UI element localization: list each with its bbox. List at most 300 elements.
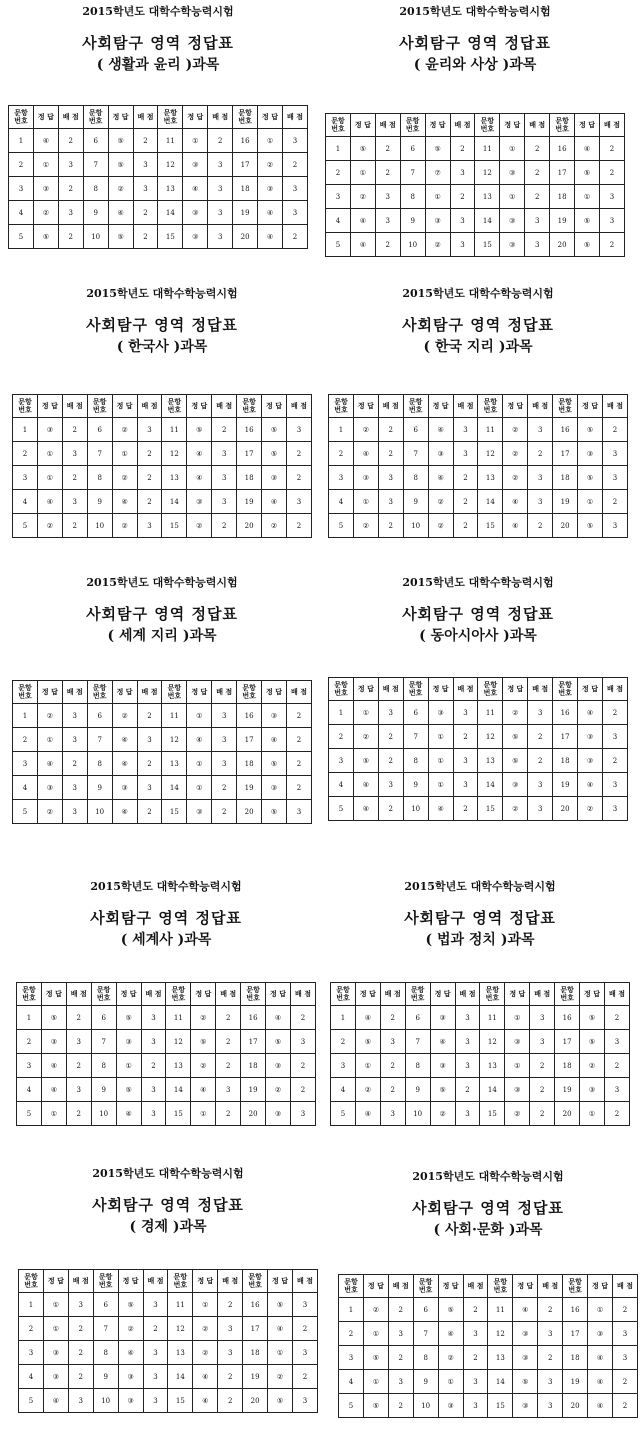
points-cell: 3 bbox=[208, 153, 233, 177]
question-number: 11 bbox=[480, 1006, 505, 1030]
column-header: 정 답 bbox=[428, 678, 453, 701]
points-cell: 2 bbox=[530, 1102, 555, 1126]
question-number: 4 bbox=[19, 1365, 44, 1389]
table-row bbox=[19, 1389, 318, 1413]
table-row bbox=[17, 1054, 316, 1078]
points-cell: 2 bbox=[525, 161, 550, 185]
points-cell: 2 bbox=[450, 137, 475, 161]
answer-cell: ② bbox=[266, 1078, 291, 1102]
question-number: 10 bbox=[91, 1102, 116, 1126]
question-number: 2 bbox=[329, 442, 354, 466]
question-number: 9 bbox=[413, 1370, 438, 1394]
question-number: 12 bbox=[480, 1030, 505, 1054]
question-number: 9 bbox=[405, 1078, 430, 1102]
points-cell: 3 bbox=[455, 1054, 480, 1078]
column-header: 배 점 bbox=[525, 114, 550, 137]
points-cell: 2 bbox=[212, 418, 237, 442]
answer-cell: ② bbox=[33, 201, 58, 225]
points-cell: 3 bbox=[218, 1341, 243, 1365]
answer-cell: ① bbox=[575, 185, 600, 209]
question-number: 13 bbox=[488, 1346, 513, 1370]
column-header: 정 답 bbox=[187, 395, 212, 418]
question-number: 8 bbox=[403, 466, 428, 490]
answer-cell: ② bbox=[580, 1054, 605, 1078]
question-number: 19 bbox=[241, 1078, 266, 1102]
question-number: 3 bbox=[13, 466, 38, 490]
points-cell: 3 bbox=[282, 129, 307, 153]
answer-cell: ② bbox=[191, 1054, 216, 1078]
points-cell: 3 bbox=[378, 490, 403, 514]
question-number: 3 bbox=[331, 1054, 356, 1078]
question-number: 13 bbox=[480, 1054, 505, 1078]
points-cell: 2 bbox=[137, 442, 162, 466]
column-header: 배 점 bbox=[455, 983, 480, 1006]
question-number: 4 bbox=[331, 1078, 356, 1102]
table-row bbox=[13, 800, 312, 824]
answer-cell: ② bbox=[363, 1298, 388, 1322]
answer-cell: ③ bbox=[183, 153, 208, 177]
question-number: 2 bbox=[331, 1030, 356, 1054]
answer-cell: ④ bbox=[588, 1346, 613, 1370]
points-cell: 2 bbox=[216, 1006, 241, 1030]
table-row bbox=[329, 701, 628, 725]
points-cell: 2 bbox=[286, 752, 311, 776]
question-number: 10 bbox=[400, 233, 425, 257]
column-header: 배 점 bbox=[388, 1275, 413, 1298]
answer-cell: ④ bbox=[503, 490, 528, 514]
points-cell: 2 bbox=[66, 1102, 91, 1126]
exam-title: 2015학년도 대학수학능력시험 bbox=[82, 5, 234, 18]
points-cell: 2 bbox=[286, 776, 311, 800]
question-number: 9 bbox=[400, 209, 425, 233]
question-number: 15 bbox=[158, 225, 183, 249]
answer-cell: ⑤ bbox=[266, 1030, 291, 1054]
table-row bbox=[17, 1030, 316, 1054]
points-cell: 3 bbox=[450, 233, 475, 257]
column-header: 정 답 bbox=[578, 678, 603, 701]
answer-cell: ④ bbox=[578, 701, 603, 725]
points-cell: 3 bbox=[62, 800, 87, 824]
points-cell: 3 bbox=[62, 776, 87, 800]
answer-cell: ① bbox=[353, 490, 378, 514]
column-header: 문항 번호 bbox=[168, 1270, 193, 1293]
question-number: 5 bbox=[19, 1389, 44, 1413]
question-number: 4 bbox=[329, 490, 354, 514]
points-cell: 3 bbox=[208, 177, 233, 201]
answer-cell: ① bbox=[438, 1370, 463, 1394]
answer-cell: ① bbox=[363, 1370, 388, 1394]
points-cell: 3 bbox=[378, 466, 403, 490]
table-row bbox=[13, 466, 312, 490]
answer-cell: ② bbox=[353, 418, 378, 442]
question-number: 1 bbox=[9, 129, 34, 153]
points-cell: 2 bbox=[137, 752, 162, 776]
answer-cell: ① bbox=[580, 1102, 605, 1126]
points-cell: 2 bbox=[58, 225, 83, 249]
answer-cell: ④ bbox=[187, 466, 212, 490]
question-number: 10 bbox=[403, 514, 428, 538]
question-number: 1 bbox=[13, 418, 38, 442]
question-number: 5 bbox=[326, 233, 351, 257]
question-number: 20 bbox=[553, 514, 578, 538]
answer-cell: ① bbox=[350, 161, 375, 185]
column-header: 정 답 bbox=[578, 395, 603, 418]
answer-cell: ③ bbox=[578, 442, 603, 466]
question-number: 15 bbox=[162, 514, 187, 538]
answer-cell: ③ bbox=[118, 1389, 143, 1413]
points-cell: 3 bbox=[212, 442, 237, 466]
question-number: 18 bbox=[233, 177, 258, 201]
table-row bbox=[326, 185, 625, 209]
question-number: 13 bbox=[162, 466, 187, 490]
points-cell: 2 bbox=[216, 1102, 241, 1126]
points-cell: 3 bbox=[378, 773, 403, 797]
question-number: 13 bbox=[478, 466, 503, 490]
table-row bbox=[13, 418, 312, 442]
answer-cell: ④ bbox=[575, 137, 600, 161]
question-number: 20 bbox=[563, 1394, 588, 1418]
points-cell: 2 bbox=[218, 1389, 243, 1413]
column-header: 배 점 bbox=[62, 681, 87, 704]
answer-cell: ① bbox=[588, 1298, 613, 1322]
points-cell: 2 bbox=[450, 185, 475, 209]
points-cell: 2 bbox=[58, 177, 83, 201]
column-header: 문항 번호 bbox=[241, 983, 266, 1006]
question-number: 2 bbox=[13, 442, 38, 466]
question-number: 1 bbox=[339, 1298, 364, 1322]
answer-cell: ④ bbox=[37, 490, 62, 514]
answer-table bbox=[328, 677, 628, 821]
answer-cell: ⑤ bbox=[575, 209, 600, 233]
answer-cell: ③ bbox=[118, 1365, 143, 1389]
question-number: 16 bbox=[555, 1006, 580, 1030]
question-number: 1 bbox=[331, 1006, 356, 1030]
question-number: 6 bbox=[400, 137, 425, 161]
points-cell: 3 bbox=[282, 177, 307, 201]
points-cell: 2 bbox=[292, 1365, 317, 1389]
question-number: 4 bbox=[13, 776, 38, 800]
column-header: 문항 번호 bbox=[326, 114, 351, 137]
answer-cell: ② bbox=[503, 466, 528, 490]
answer-cell: ④ bbox=[112, 800, 137, 824]
answer-cell: ⑤ bbox=[355, 1030, 380, 1054]
answer-cell: ⑤ bbox=[353, 749, 378, 773]
table-row bbox=[9, 153, 308, 177]
answer-cell: ③ bbox=[425, 209, 450, 233]
answer-cell: ④ bbox=[262, 490, 287, 514]
question-number: 15 bbox=[475, 233, 500, 257]
answer-cell: ③ bbox=[116, 1030, 141, 1054]
answer-cell: ② bbox=[193, 1317, 218, 1341]
exam-title: 2015학년도 대학수학능력시험 bbox=[86, 576, 238, 589]
points-cell: 3 bbox=[375, 209, 400, 233]
points-cell: 2 bbox=[528, 725, 553, 749]
answer-cell: ⑤ bbox=[575, 161, 600, 185]
points-cell: 3 bbox=[375, 185, 400, 209]
points-cell: 2 bbox=[378, 725, 403, 749]
question-number: 3 bbox=[329, 466, 354, 490]
points-cell: 2 bbox=[538, 1298, 563, 1322]
column-header: 정 답 bbox=[503, 678, 528, 701]
answer-cell: ③ bbox=[262, 704, 287, 728]
answer-cell: ① bbox=[41, 1102, 66, 1126]
column-header: 문항 번호 bbox=[13, 395, 38, 418]
points-cell: 3 bbox=[453, 701, 478, 725]
question-number: 8 bbox=[413, 1346, 438, 1370]
column-header: 배 점 bbox=[286, 395, 311, 418]
exam-title: 2015학년도 대학수학능력시험 bbox=[86, 287, 238, 300]
column-header: 배 점 bbox=[286, 681, 311, 704]
question-number: 17 bbox=[243, 1317, 268, 1341]
points-cell: 3 bbox=[290, 1030, 315, 1054]
question-number: 8 bbox=[87, 466, 112, 490]
question-number: 19 bbox=[243, 1365, 268, 1389]
points-cell: 3 bbox=[292, 1341, 317, 1365]
column-header: 문항 번호 bbox=[329, 678, 354, 701]
question-number: 10 bbox=[413, 1394, 438, 1418]
table-header-row bbox=[13, 395, 312, 418]
points-cell: 3 bbox=[599, 209, 624, 233]
column-header: 배 점 bbox=[602, 395, 627, 418]
answer-table bbox=[328, 394, 628, 538]
points-cell: 2 bbox=[528, 749, 553, 773]
question-number: 7 bbox=[87, 728, 112, 752]
question-number: 3 bbox=[13, 752, 38, 776]
points-cell: 3 bbox=[290, 1102, 315, 1126]
answer-cell: ① bbox=[193, 1293, 218, 1317]
answer-cell: ① bbox=[183, 129, 208, 153]
question-number: 13 bbox=[475, 185, 500, 209]
points-cell: 3 bbox=[141, 1078, 166, 1102]
answer-cell: ② bbox=[430, 1102, 455, 1126]
exam-title: 2015학년도 대학수학능력시험 bbox=[399, 5, 551, 18]
exam-title: 2015학년도 대학수학능력시험 bbox=[92, 1167, 244, 1180]
column-header: 정 답 bbox=[425, 114, 450, 137]
answer-cell: ② bbox=[438, 1346, 463, 1370]
answer-cell: ④ bbox=[112, 728, 137, 752]
answer-cell: ⑤ bbox=[425, 137, 450, 161]
points-cell: 2 bbox=[58, 129, 83, 153]
column-header: 정 답 bbox=[187, 681, 212, 704]
answer-cell: ③ bbox=[183, 225, 208, 249]
question-number: 15 bbox=[478, 797, 503, 821]
answer-cell: ② bbox=[187, 514, 212, 538]
answer-cell: ④ bbox=[513, 1298, 538, 1322]
answer-cell: ③ bbox=[578, 725, 603, 749]
question-number: 6 bbox=[83, 129, 108, 153]
points-cell: 3 bbox=[602, 466, 627, 490]
question-number: 17 bbox=[555, 1030, 580, 1054]
answer-cell: ④ bbox=[578, 773, 603, 797]
column-header: 문항 번호 bbox=[563, 1275, 588, 1298]
question-number: 16 bbox=[241, 1006, 266, 1030]
subject-title: ( 윤리와 사상 )과목 bbox=[413, 57, 537, 73]
table-header-row bbox=[19, 1270, 318, 1293]
answer-cell: ③ bbox=[430, 1054, 455, 1078]
points-cell: 3 bbox=[68, 1293, 93, 1317]
points-cell: 2 bbox=[133, 201, 158, 225]
answer-cell: ④ bbox=[37, 752, 62, 776]
question-number: 17 bbox=[241, 1030, 266, 1054]
question-number: 15 bbox=[166, 1102, 191, 1126]
answer-cell: ④ bbox=[588, 1394, 613, 1418]
points-cell: 2 bbox=[599, 233, 624, 257]
answer-cell: ⑤ bbox=[580, 1030, 605, 1054]
answer-cell: ① bbox=[353, 701, 378, 725]
answer-block bbox=[328, 287, 628, 530]
answer-cell: ① bbox=[258, 129, 283, 153]
points-cell: 3 bbox=[453, 442, 478, 466]
points-cell: 3 bbox=[143, 1293, 168, 1317]
subject-title: ( 생활과 윤리 )과목 bbox=[96, 57, 220, 73]
question-number: 12 bbox=[478, 725, 503, 749]
answer-block bbox=[328, 576, 628, 813]
answer-cell: ④ bbox=[116, 1102, 141, 1126]
question-number: 17 bbox=[233, 153, 258, 177]
points-cell: 3 bbox=[525, 209, 550, 233]
points-cell: 3 bbox=[141, 1006, 166, 1030]
table-row bbox=[339, 1346, 638, 1370]
column-header: 배 점 bbox=[58, 106, 83, 129]
question-number: 12 bbox=[158, 153, 183, 177]
points-cell: 3 bbox=[528, 701, 553, 725]
question-number: 19 bbox=[553, 490, 578, 514]
column-header: 정 답 bbox=[438, 1275, 463, 1298]
answer-cell: ⑤ bbox=[363, 1394, 388, 1418]
answer-cell: ③ bbox=[41, 1030, 66, 1054]
points-cell: 3 bbox=[66, 1078, 91, 1102]
points-cell: 2 bbox=[525, 137, 550, 161]
section-title: 사회탐구 영역 정답표 bbox=[412, 1199, 564, 1217]
answer-cell: ② bbox=[112, 466, 137, 490]
column-header: 문항 번호 bbox=[13, 681, 38, 704]
answer-cell: ④ bbox=[258, 201, 283, 225]
points-cell: 2 bbox=[604, 1102, 629, 1126]
answer-cell: ⑤ bbox=[187, 418, 212, 442]
question-number: 13 bbox=[166, 1054, 191, 1078]
points-cell: 2 bbox=[455, 1078, 480, 1102]
question-number: 17 bbox=[237, 442, 262, 466]
answer-cell: ① bbox=[37, 442, 62, 466]
answer-block bbox=[330, 880, 630, 1118]
column-header: 정 답 bbox=[268, 1270, 293, 1293]
question-number: 7 bbox=[91, 1030, 116, 1054]
points-cell: 3 bbox=[538, 1322, 563, 1346]
points-cell: 3 bbox=[450, 161, 475, 185]
points-cell: 3 bbox=[68, 1389, 93, 1413]
points-cell: 3 bbox=[453, 418, 478, 442]
question-number: 6 bbox=[87, 418, 112, 442]
answer-cell: ⑤ bbox=[262, 800, 287, 824]
column-header: 정 답 bbox=[193, 1270, 218, 1293]
answer-cell: ② bbox=[503, 418, 528, 442]
question-number: 18 bbox=[553, 749, 578, 773]
points-cell: 2 bbox=[612, 1298, 637, 1322]
column-header: 문항 번호 bbox=[550, 114, 575, 137]
answer-table bbox=[12, 394, 312, 538]
column-header: 배 점 bbox=[530, 983, 555, 1006]
column-header: 배 점 bbox=[538, 1275, 563, 1298]
answer-cell: ① bbox=[428, 773, 453, 797]
question-number: 4 bbox=[9, 201, 34, 225]
answer-cell: ② bbox=[428, 514, 453, 538]
column-header: 문항 번호 bbox=[331, 983, 356, 1006]
answer-cell: ② bbox=[425, 233, 450, 257]
subject-title: ( 한국사 )과목 bbox=[116, 339, 208, 355]
question-number: 6 bbox=[87, 704, 112, 728]
subject-title: ( 세계사 )과목 bbox=[120, 932, 212, 948]
answer-cell: ② bbox=[262, 514, 287, 538]
column-header: 문항 번호 bbox=[93, 1270, 118, 1293]
points-cell: 3 bbox=[212, 704, 237, 728]
points-cell: 3 bbox=[58, 153, 83, 177]
question-number: 15 bbox=[480, 1102, 505, 1126]
points-cell: 3 bbox=[133, 153, 158, 177]
points-cell: 2 bbox=[453, 490, 478, 514]
answer-cell: ① bbox=[428, 749, 453, 773]
points-cell: 3 bbox=[212, 490, 237, 514]
answer-cell: ④ bbox=[588, 1370, 613, 1394]
column-header: 문항 번호 bbox=[475, 114, 500, 137]
column-header: 정 답 bbox=[575, 114, 600, 137]
table-row bbox=[329, 725, 628, 749]
question-number: 17 bbox=[553, 725, 578, 749]
question-number: 12 bbox=[168, 1317, 193, 1341]
answer-cell: ③ bbox=[43, 1365, 68, 1389]
points-cell: 3 bbox=[292, 1389, 317, 1413]
answer-cell: ③ bbox=[578, 749, 603, 773]
exam-title: 2015학년도 대학수학능력시험 bbox=[404, 880, 556, 893]
answer-cell: ④ bbox=[438, 1322, 463, 1346]
points-cell: 2 bbox=[212, 514, 237, 538]
points-cell: 2 bbox=[216, 1030, 241, 1054]
answer-cell: ③ bbox=[37, 776, 62, 800]
column-header: 배 점 bbox=[218, 1270, 243, 1293]
column-header: 문항 번호 bbox=[87, 681, 112, 704]
question-number: 16 bbox=[563, 1298, 588, 1322]
points-cell: 2 bbox=[137, 466, 162, 490]
answer-cell: ③ bbox=[500, 161, 525, 185]
column-header: 배 점 bbox=[282, 106, 307, 129]
points-cell: 3 bbox=[388, 1370, 413, 1394]
subject-title: ( 한국 지리 )과목 bbox=[423, 339, 533, 355]
points-cell: 2 bbox=[378, 442, 403, 466]
column-header: 문항 번호 bbox=[400, 114, 425, 137]
question-number: 14 bbox=[478, 490, 503, 514]
table-header-row bbox=[329, 678, 628, 701]
table-row bbox=[9, 129, 308, 153]
answer-cell: ② bbox=[578, 797, 603, 821]
points-cell: 3 bbox=[212, 466, 237, 490]
points-cell: 3 bbox=[141, 1030, 166, 1054]
question-number: 12 bbox=[478, 442, 503, 466]
question-number: 14 bbox=[480, 1078, 505, 1102]
points-cell: 3 bbox=[604, 1030, 629, 1054]
question-number: 3 bbox=[339, 1346, 364, 1370]
question-number: 13 bbox=[162, 752, 187, 776]
points-cell: 3 bbox=[208, 225, 233, 249]
answer-cell: ③ bbox=[513, 1346, 538, 1370]
question-number: 9 bbox=[403, 773, 428, 797]
points-cell: 2 bbox=[602, 490, 627, 514]
column-header: 문항 번호 bbox=[480, 983, 505, 1006]
column-header: 정 답 bbox=[258, 106, 283, 129]
question-number: 10 bbox=[87, 800, 112, 824]
answer-cell: ③ bbox=[438, 1394, 463, 1418]
table-row bbox=[339, 1394, 638, 1418]
points-cell: 2 bbox=[66, 1006, 91, 1030]
question-number: 18 bbox=[237, 466, 262, 490]
